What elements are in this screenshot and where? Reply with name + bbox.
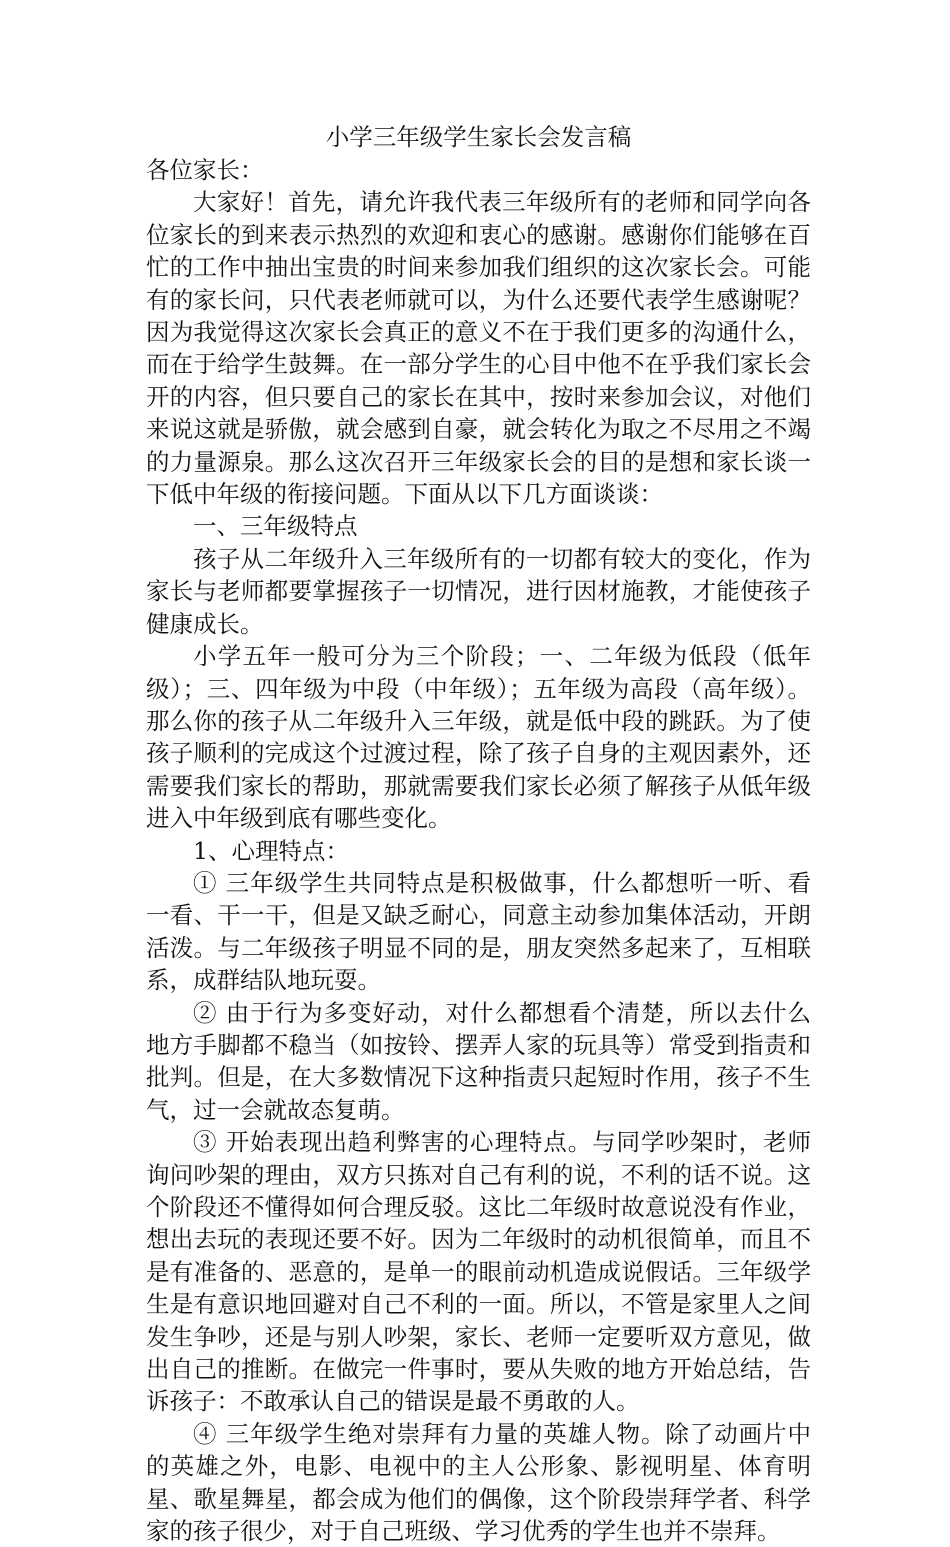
paragraph-transition: 孩子从二年级升入三年级所有的一切都有较大的变化，作为家长与老师都要掌握孩子一切情况，进行因材施教，才能使孩子健康成长。	[146, 544, 811, 638]
paragraph-point-3: ③ 开始表现出趋利弊害的心理特点。与同学吵架时，老师询问吵架的理由，双方只拣对自己有利的说，不利的话不说。这个阶段还不懂得如何合理反驳。这比二年级时故意说没有作业，想出去玩的表现还要不好。因为二年级时的动机很简单，而且不是有准备的、恶意的，是单一的眼前动机造成说假话。三年级学生是有意识地回避对自己不利的一面。所以，不管是家里人之间发生争吵，还是与别人吵架，家长、老师一定要听双方意见，做出自己的推断。在做完一件事时，要从失败的地方开始总结，告诉孩子：不敢承认自己的错误是最不勇敢的人。	[146, 1128, 811, 1416]
subheading-psychology: 1、心理特点：	[193, 836, 349, 865]
paragraph-point-2: ② 由于行为多变好动，对什么都想看个清楚，所以去什么地方手脚都不稳当（如按铃、摆弄人家的玩具等）常受到指责和批判。但是，在大多数情况下这种指责只起短时作用，孩子不生气，过一会就故态复萌。	[146, 998, 811, 1124]
paragraph-stages: 小学五年一般可分为三个阶段；一、二年级为低段（低年级）；三、四年级为中段（中年级）；五年级为高段（高年级）。那么你的孩子从二年级升入三年级，就是低中段的跳跃。为了使孩子顺利的完成这个过渡过程，除了孩子自身的主观因素外，还需要我们家长的帮助，那就需要我们家长必须了解孩子从低年级进入中年级到底有哪些变化。	[146, 642, 811, 833]
salutation: 各位家长：	[146, 156, 264, 184]
paragraph-point-1: ① 三年级学生共同特点是积极做事，什么都想听一听、看一看、干一干，但是又缺乏耐心，同意主动参加集体活动，开朗活泼。与二年级孩子明显不同的是，朋友突然多起来了，互相联系，成群结队地玩耍。	[146, 868, 811, 995]
section-heading-grade3-features: 一、三年级特点	[193, 512, 358, 541]
document-title: 小学三年级学生家长会发言稿	[325, 123, 632, 151]
paragraph-greeting: 大家好！首先，请允许我代表三年级所有的老师和同学向各位家长的到来表示热烈的欢迎和衷心的感谢。感谢你们能够在百忙的工作中抽出宝贵的时间来参加我们组织的这次家长会。可能有的家长问，只代表老师就可以，为什么还要代表学生感谢呢？因为我觉得这次家长会真正的意义不在于我们更多的沟通什么，而在于给学生鼓舞。在一部分学生的心目中他不在乎我们家长会开的内容，但只要自己的家长在其中，按时来参加会议，对他们来说这就是骄傲，就会感到自豪，就会转化为取之不尽用之不竭的力量源泉。那么这次召开三年级家长会的目的是想和家长谈一下低中年级的衔接问题。下面从以下几方面谈谈：	[146, 188, 811, 509]
paragraph-point-4: ④ 三年级学生绝对崇拜有力量的英雄人物。除了动画片中的英雄之外，电影、电视中的主人公形象、影视明星、体育明星、歌星舞星，都会成为他们的偶像，这个阶段崇拜学者、科学家的孩子很少，对于自己班级、学习优秀的学生也并不崇拜。	[146, 1419, 811, 1546]
document-page	[146, 120, 811, 1547]
